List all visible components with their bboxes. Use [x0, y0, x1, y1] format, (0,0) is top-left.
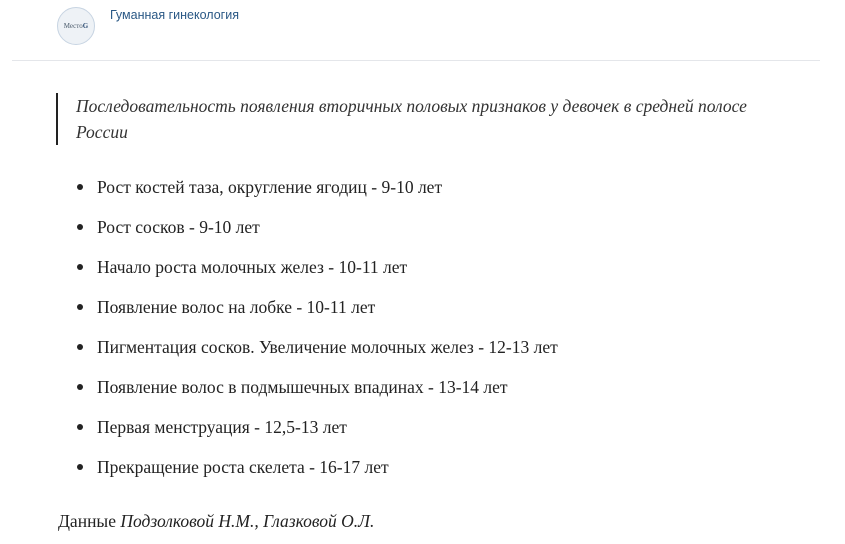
bullet-icon — [77, 344, 83, 350]
list-item: Появление волос в подмышечных впадинах - 13-14 лет — [60, 374, 760, 414]
list-item: Появление волос на лобке - 10-11 лет — [60, 294, 760, 334]
bullet-icon — [77, 304, 83, 310]
post-header — [0, 0, 845, 60]
bullet-icon — [77, 384, 83, 390]
list-item: Первая менструация - 12,5-13 лет — [60, 414, 760, 454]
source-citation — [58, 508, 374, 534]
header-divider — [12, 60, 820, 61]
list-item: Рост сосков - 9-10 лет — [60, 214, 760, 254]
list-item: Пигментация сосков. Увеличение молочных желез - 12-13 лет — [60, 334, 760, 374]
quote-block — [56, 93, 776, 145]
bullet-icon — [77, 224, 83, 230]
bullet-icon — [77, 184, 83, 190]
avatar-logo-text: МестоG — [63, 22, 89, 30]
bullet-list — [60, 174, 760, 494]
list-item: Прекращение роста скелета - 16-17 лет — [60, 454, 760, 494]
citation-authors: Подзолковой Н.М., Глазковой О.Л. — [120, 511, 375, 531]
channel-name-link[interactable]: Гуманная гинекология — [110, 8, 239, 22]
channel-avatar[interactable] — [57, 7, 95, 45]
list-item: Рост костей таза, округление ягодиц - 9-10 лет — [60, 174, 760, 214]
citation-prefix: Данные — [58, 511, 116, 531]
bullet-icon — [77, 424, 83, 430]
list-item: Начало роста молочных желез - 10-11 лет — [60, 254, 760, 294]
bullet-icon — [77, 464, 83, 470]
quote-text: Последовательность появления вторичных половых признаков у девочек в средней полосе России — [76, 96, 747, 142]
bullet-icon — [77, 264, 83, 270]
